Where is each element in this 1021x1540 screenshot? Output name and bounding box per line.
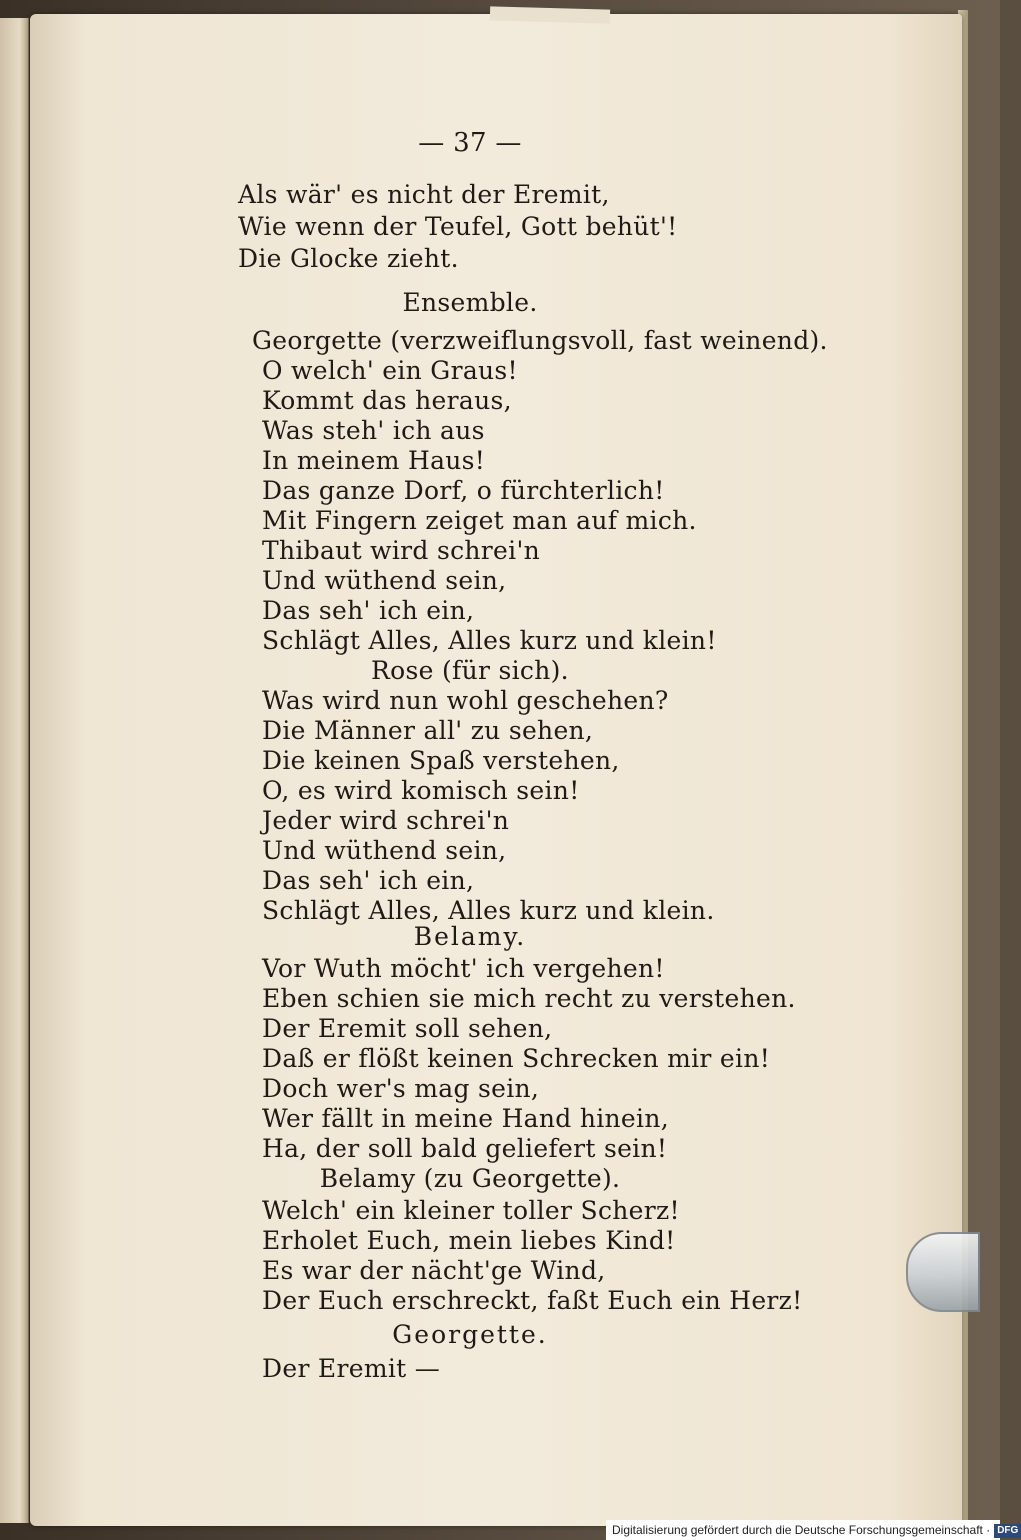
verse-line: Ha, der soll bald geliefert sein! [262,1134,668,1163]
verse-line: Das seh' ich ein, [262,866,475,895]
verse-line: Das seh' ich ein, [262,596,475,625]
verse-line: Jeder wird schrei'n [262,806,510,835]
verse-line: Der Eremit soll sehen, [262,1014,553,1043]
section-heading: Ensemble. [402,288,538,317]
verse-line: Daß er flößt keinen Schrecken mir ein! [262,1044,771,1073]
verse-line: In meinem Haus! [262,446,486,475]
verse-line: Eben schien sie mich recht zu verstehen. [262,984,796,1013]
verse-line: Das ganze Dorf, o fürchterlich! [262,476,665,505]
credit-text: Digitalisierung gefördert durch die Deutsche Forschungsgemeinschaft · [612,1523,991,1537]
speaker-label: Georgette (verzweiflungsvoll, fast weinend). [252,326,828,355]
verse-line: Doch wer's mag sein, [262,1074,540,1103]
verse-line: Vor Wuth möcht' ich vergehen! [262,954,665,983]
verse-line: Der Euch erschreckt, faßt Euch ein Herz! [262,1286,803,1315]
verse-line: Es war der nächt'ge Wind, [262,1256,606,1285]
verse-line: Die Glocke zieht. [238,244,459,273]
previous-page-edge [0,18,29,1523]
verse-line: Kommt das heraus, [262,386,512,415]
verse-line: Schlägt Alles, Alles kurz und klein! [262,626,717,655]
verse-line: Was steh' ich aus [262,416,485,445]
verse-line: Erholet Euch, mein liebes Kind! [262,1226,676,1255]
page-clip [906,1232,980,1312]
speaker-label: Belamy. [413,922,527,951]
verse-line: O welch' ein Graus! [262,356,518,385]
verse-line: Der Eremit — [262,1354,441,1383]
verse-line: Schlägt Alles, Alles kurz und klein. [262,896,715,925]
verse-line: O, es wird komisch sein! [262,776,580,805]
verse-line: Als wär' es nicht der Eremit, [238,180,610,209]
verse-line: Mit Fingern zeiget man auf mich. [262,506,697,535]
verse-line: Die Männer all' zu sehen, [262,716,594,745]
verse-line: Wer fällt in meine Hand hinein, [262,1104,669,1133]
speaker-label: Georgette. [392,1320,548,1349]
verse-line: Wie wenn der Teufel, Gott behüt'! [238,212,678,241]
speaker-label: Rose (für sich). [371,656,569,685]
page-number: — 37 — [418,128,522,158]
verse-line: Was wird nun wohl geschehen? [262,686,669,715]
verse-line: Thibaut wird schrei'n [262,536,541,565]
verse-line: Und wüthend sein, [262,566,507,595]
verse-line: Und wüthend sein, [262,836,507,865]
digitization-credit [606,1520,1019,1540]
verse-line: Die keinen Spaß verstehen, [262,746,620,775]
dfg-logo: DFG [994,1524,1021,1538]
speaker-label: Belamy (zu Georgette). [319,1164,621,1193]
verse-line: Welch' ein kleiner toller Scherz! [262,1196,680,1225]
